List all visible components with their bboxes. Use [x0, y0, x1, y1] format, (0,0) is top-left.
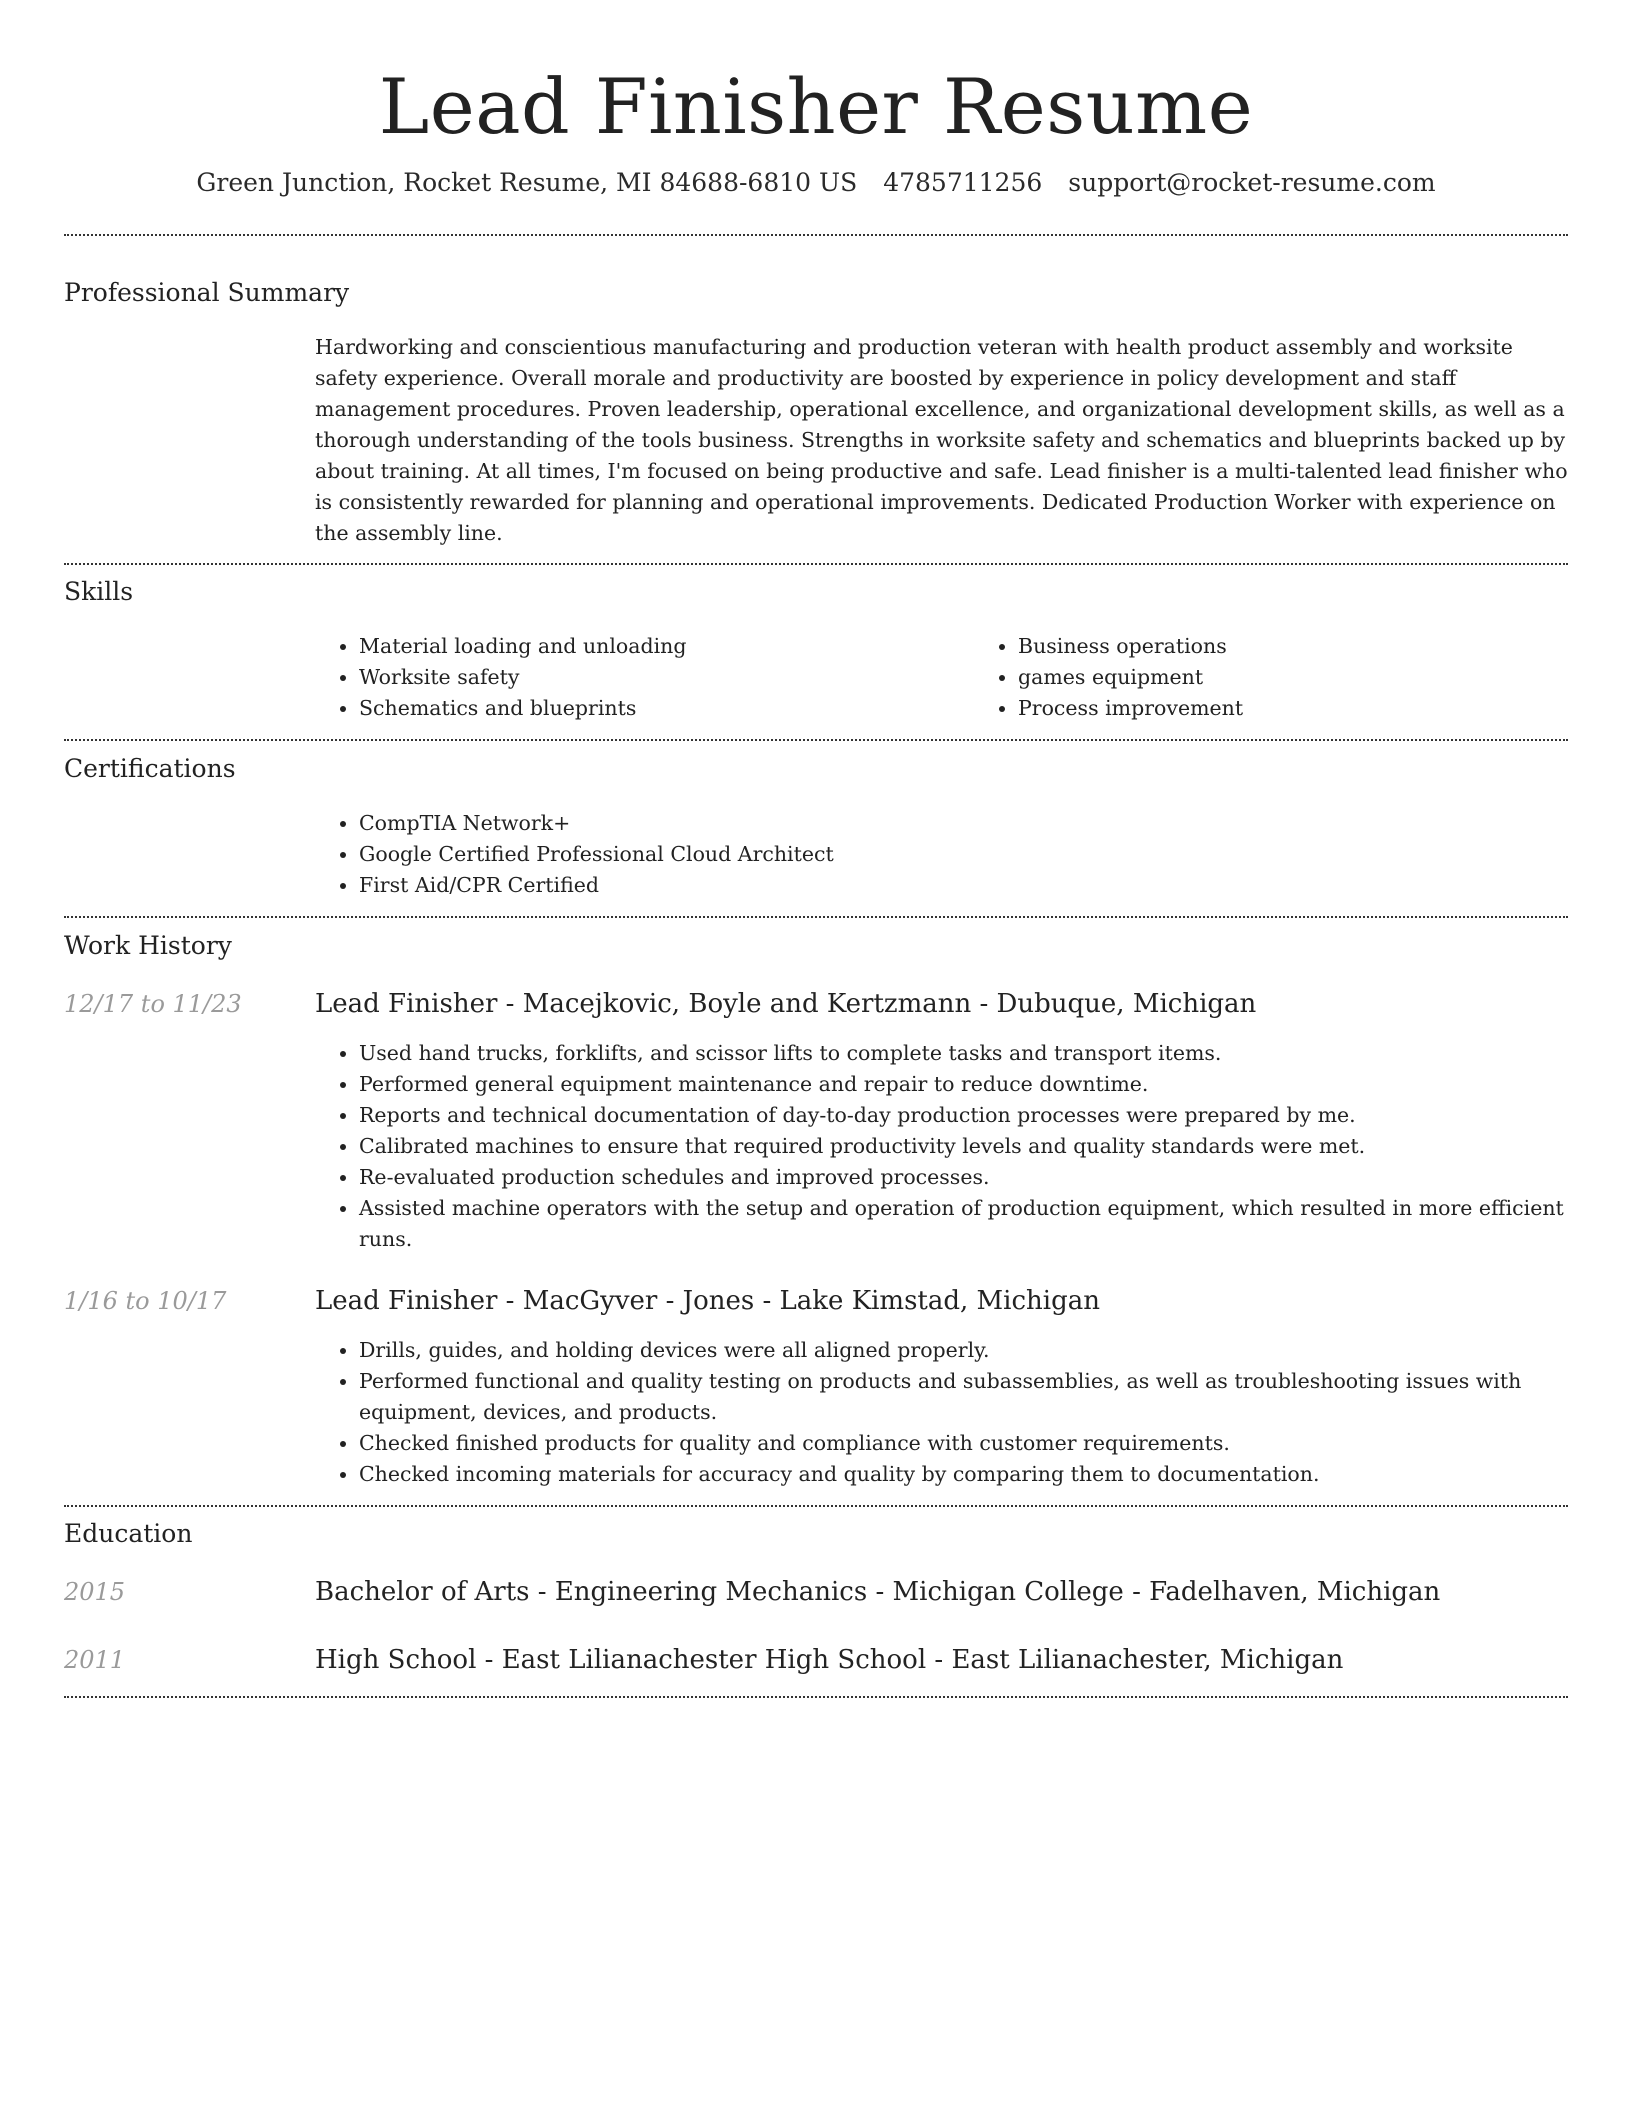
section-title-skills: Skills — [64, 577, 134, 606]
section-summary — [64, 277, 1568, 549]
list-item: • games equipment — [1018, 662, 1632, 693]
resume-title: Lead Finisher Resume — [378, 62, 1254, 151]
list-item: • Schematics and blueprints — [359, 693, 974, 724]
list-item: • Performed functional and quality testing on products and subassemblies, as well as troubleshooting issues with equipment, devices, and products. — [359, 1366, 1568, 1428]
job-dates: 12/17 to 11/23 — [64, 990, 242, 1018]
section-title-education: Education — [64, 1519, 193, 1548]
section-title-work: Work History — [64, 931, 232, 960]
divider — [64, 563, 1568, 565]
list-item: • Drills, guides, and holding devices were all aligned properly. — [359, 1335, 1568, 1366]
section-title-certifications: Certifications — [64, 754, 236, 783]
divider — [64, 739, 1568, 741]
divider — [64, 1696, 1568, 1698]
list-item: • Re-evaluated production schedules and improved processes. — [359, 1162, 1568, 1193]
contact-address: Green Junction, Rocket Resume, MI 84688-6810 US — [196, 168, 858, 197]
list-item: • CompTIA Network+ — [359, 808, 1568, 839]
divider — [64, 1505, 1568, 1507]
education-text: Bachelor of Arts - Engineering Mechanics - Michigan College - Fadelhaven, Michigan — [315, 1577, 1441, 1607]
list-item: • Worksite safety — [359, 662, 974, 693]
contact-email: support@rocket-resume.com — [1068, 168, 1436, 197]
job-entry — [64, 1285, 1568, 1490]
divider — [64, 916, 1568, 918]
list-item: • Used hand trucks, forklifts, and scissor lifts to complete tasks and transport items. — [359, 1038, 1568, 1069]
education-entry — [64, 1576, 1568, 1608]
summary-text: Hardworking and conscientious manufacturing and production veteran with health product assembly and worksite safety experience. Overall morale and productivity are boosted by experience in policy development and staff management procedures. Proven leadership, operational excellence, and organizational development skills, as well as a thorough understanding of the tools business. Strengths in worksite safety and schematics and blueprints backed up by about training. At all times, I'm focused on being productive and safe. Lead finisher is a multi-talented lead finisher who is consistently rewarded for planning and operational improvements. Dedicated Production Worker with experience on the assembly line. — [315, 335, 1568, 545]
list-item: • Google Certified Professional Cloud Architect — [359, 839, 1568, 870]
divider — [64, 234, 1568, 236]
job-bullets — [315, 1038, 1568, 1255]
skills-list-right — [974, 631, 1632, 724]
list-item: • Assisted machine operators with the setup and operation of production equipment, which resulted in more efficient runs. — [359, 1193, 1568, 1255]
section-title-summary: Professional Summary — [64, 278, 350, 307]
job-bullets — [315, 1335, 1568, 1490]
list-item: • Checked finished products for quality and compliance with customer requirements. — [359, 1428, 1568, 1459]
education-year: 2011 — [64, 1646, 126, 1674]
list-item: • Process improvement — [1018, 693, 1632, 724]
job-entry — [64, 988, 1568, 1255]
list-item: • Calibrated machines to ensure that required productivity levels and quality standards were met. — [359, 1131, 1568, 1162]
contact-line — [64, 166, 1568, 200]
education-text: High School - East Lilianachester High School - East Lilianachester, Michigan — [315, 1645, 1344, 1675]
education-year: 2015 — [64, 1578, 126, 1606]
section-education — [64, 1518, 1568, 1676]
list-item: • First Aid/CPR Certified — [359, 870, 1568, 901]
section-certifications — [64, 753, 1568, 901]
skills-list-left — [315, 631, 974, 724]
education-entry — [64, 1644, 1568, 1676]
list-item: • Material loading and unloading — [359, 631, 974, 662]
job-title: Lead Finisher - MacGyver - Jones - Lake Kimstad, Michigan — [315, 1286, 1101, 1316]
job-dates: 1/16 to 10/17 — [64, 1287, 227, 1315]
list-item: • Business operations — [1018, 631, 1632, 662]
list-item: • Checked incoming materials for accuracy and quality by comparing them to documentation. — [359, 1459, 1568, 1490]
job-title: Lead Finisher - Macejkovic, Boyle and Kertzmann - Dubuque, Michigan — [315, 989, 1257, 1019]
certifications-list — [315, 808, 1568, 901]
contact-phone: 4785711256 — [883, 168, 1043, 197]
list-item: • Performed general equipment maintenance and repair to reduce downtime. — [359, 1069, 1568, 1100]
resume-page — [64, 0, 1568, 1698]
section-skills — [64, 576, 1568, 724]
list-item: • Reports and technical documentation of day-to-day production processes were prepared by me. — [359, 1100, 1568, 1131]
section-work-history — [64, 930, 1568, 1490]
